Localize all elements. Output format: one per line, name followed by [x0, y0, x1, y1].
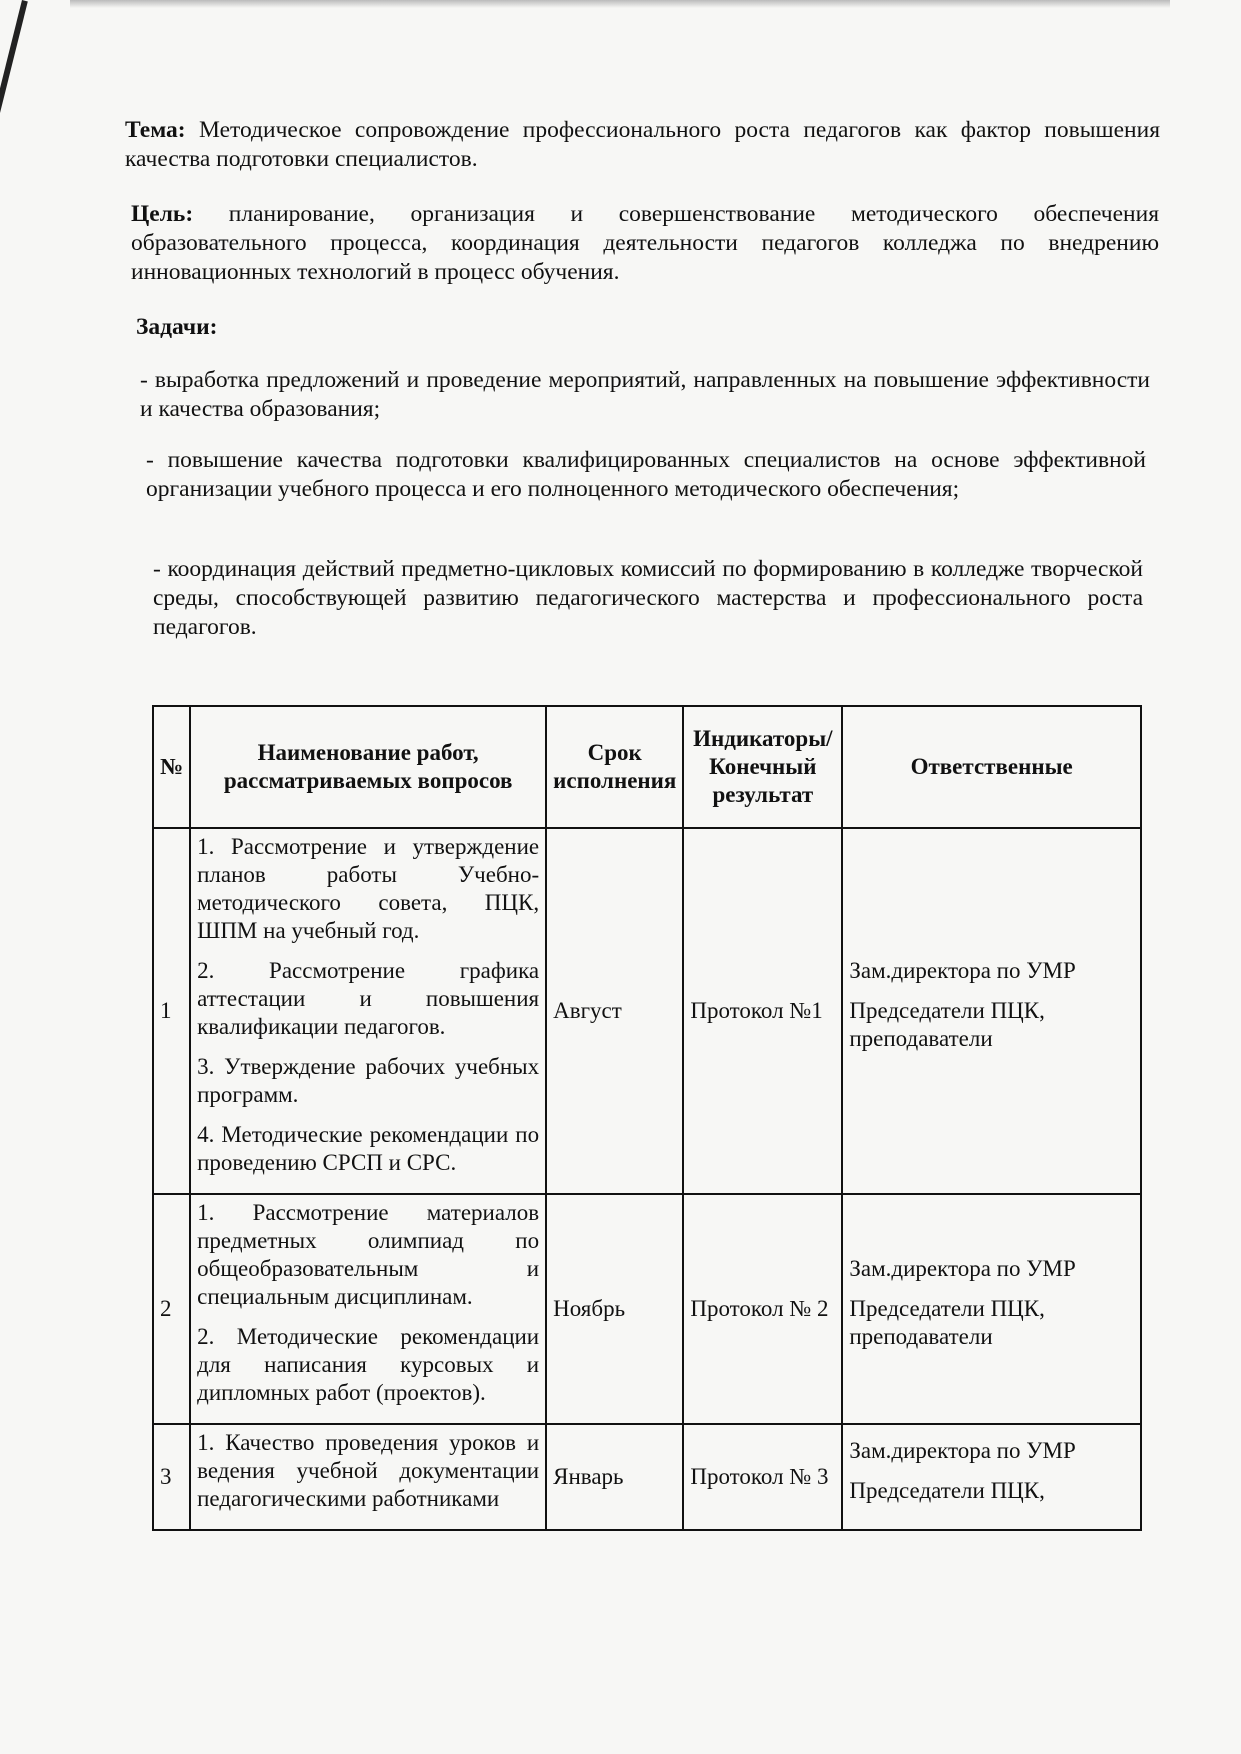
responsible-item: Председатели ПЦК, преподаватели [849, 998, 1045, 1051]
row-term: Ноябрь [546, 1194, 683, 1424]
tasks-heading: Задачи: [136, 314, 218, 340]
header-works: Наименование работ, рассматриваемых вопросов [190, 706, 546, 828]
topic-paragraph [125, 116, 1160, 174]
responsible-item: Председатели ПЦК, преподаватели [849, 1296, 1045, 1349]
work-item: 2. Рассмотрение графика аттестации и повышения квалификации педагогов. [197, 958, 540, 1039]
row-result: Протокол №1 [683, 828, 842, 1194]
task-item: - выработка предложений и проведение мероприятий, направленных на повышение эффективности и качества образования; [140, 367, 1150, 422]
row-responsible [842, 1194, 1141, 1424]
goal-label: Цель: [131, 201, 194, 227]
responsible-item: Зам.директора по УМР [849, 1438, 1076, 1463]
row-num: 2 [153, 1194, 190, 1424]
row-num: 1 [153, 828, 190, 1194]
work-item: 2. Методические рекомендации для написания курсовых и дипломных работ (проектов). [197, 1324, 540, 1405]
work-item: 4. Методические рекомендации по проведению СРСП и СРС. [197, 1122, 540, 1175]
responsible-item: Зам.директора по УМР [849, 1256, 1076, 1281]
header-term: Срок исполнения [546, 706, 683, 828]
topic-label: Тема: [125, 117, 186, 143]
work-item: 1. Рассмотрение материалов предметных олимпиад по общеобразовательным и специальным дисциплинам. [197, 1200, 540, 1309]
plan-table [152, 705, 1142, 1531]
task-item: - координация действий предметно-цикловых комиссий по формированию в колледже творческой среды, способствующей развитию педагогического мастерства и профессионального роста педагогов. [153, 556, 1143, 640]
row-result: Протокол № 2 [683, 1194, 842, 1424]
topic-text: Методическое сопровождение профессионального роста педагогов как фактор повышения качества подготовки специалистов. [125, 117, 1161, 172]
goal-paragraph [131, 200, 1159, 287]
row-works [190, 828, 546, 1194]
row-term: Август [546, 828, 683, 1194]
row-term: Январь [546, 1424, 683, 1530]
responsible-item: Зам.директора по УМР [849, 958, 1076, 983]
scan-top-shadow [70, 0, 1170, 8]
scan-edge [0, 0, 28, 118]
row-result: Протокол № 3 [683, 1424, 842, 1530]
work-item: 1. Рассмотрение и утверждение планов работы Учебно-методического совета, ПЦК, ШПМ на учебный год. [197, 834, 540, 943]
table-row [153, 828, 1141, 1194]
work-item: 1. Качество проведения уроков и ведения учебной документации педагогическими работниками [197, 1430, 540, 1511]
header-responsible: Ответственные [842, 706, 1141, 828]
task-item: - повышение качества подготовки квалифицированных специалистов на основе эффективной организации учебного процесса и его полноценного методического обеспечения; [146, 447, 1146, 502]
row-num: 3 [153, 1424, 190, 1530]
responsible-item: Председатели ПЦК, [849, 1478, 1045, 1503]
header-result: Индикаторы/ Конечный результат [683, 706, 842, 828]
row-works [190, 1424, 546, 1530]
row-works [190, 1194, 546, 1424]
header-num: № [153, 706, 190, 828]
table-row [153, 1194, 1141, 1424]
work-item: 3. Утверждение рабочих учебных программ. [197, 1054, 540, 1107]
row-responsible [842, 828, 1141, 1194]
goal-text: планирование, организация и совершенствование методического обеспечения образовательного процесса, координация деятельности педагогов колледжа по внедрению инновационных технологий в процесс обучения. [131, 201, 1159, 285]
table-row [153, 1424, 1141, 1530]
row-responsible [842, 1424, 1141, 1530]
table-header-row [153, 706, 1141, 828]
